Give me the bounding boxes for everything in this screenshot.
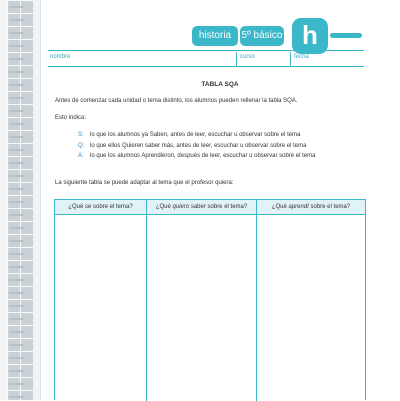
binding-grid (7, 0, 33, 400)
spiral-ring (9, 344, 25, 346)
table-header-want: ¿Qué quiero saber sobre el tema? (147, 200, 256, 215)
spiral-ring (9, 292, 25, 294)
table-header-known: ¿Qué se sobre el tema? (55, 200, 146, 215)
spiral-ring (9, 110, 25, 112)
spiral-ring (9, 396, 25, 398)
spiral-ring (9, 45, 25, 47)
table-intro: La siguiente tabla se puede adaptar al tema que el profesor quiera: (55, 180, 234, 186)
field-separator (236, 52, 237, 66)
spiral-ring (9, 58, 25, 60)
spiral-ring (9, 19, 25, 21)
spiral-ring (9, 123, 25, 125)
list-item (78, 143, 306, 149)
spiral-ring (9, 175, 25, 177)
spiral-ring (9, 214, 25, 216)
spiral-ring (9, 136, 25, 138)
date-label: fecha (294, 54, 309, 60)
spiral-ring (9, 6, 25, 8)
spiral-ring (9, 32, 25, 34)
spiral-ring (9, 149, 25, 151)
logo-h-icon: h (292, 18, 328, 54)
spiral-ring (9, 97, 25, 99)
spiral-ring (9, 370, 25, 372)
sqa-text: lo que los alumnos Aprendieron, después de leer, escuchar u observar sobre el tema (90, 153, 316, 159)
indicates-label: Esto indica: (55, 115, 87, 121)
spiral-ring (9, 240, 25, 242)
spiral-ring (9, 188, 25, 190)
course-label: curso (240, 54, 255, 60)
column-divider (256, 200, 257, 401)
spiral-ring (9, 305, 25, 307)
spiral-ring (9, 357, 25, 359)
spiral-ring (9, 162, 25, 164)
sqa-letter: A: (78, 153, 84, 159)
name-label: nombre (50, 54, 71, 60)
list-item (78, 132, 300, 138)
sqa-table (54, 199, 366, 400)
subject-badge: historia (192, 26, 238, 46)
spiral-ring (9, 201, 25, 203)
spiral-ring (9, 227, 25, 229)
spiral-ring (9, 71, 25, 73)
spiral-binding (0, 0, 41, 400)
field-row-top-line (48, 50, 364, 51)
spiral-ring (9, 331, 25, 333)
sqa-letter: S: (78, 132, 84, 138)
sqa-letter: Q: (78, 143, 85, 149)
spiral-ring (9, 253, 25, 255)
spiral-ring (9, 318, 25, 320)
sqa-text: lo que ellos Quieren saber más, antes de leer, escuchar u observar sobre el tema (90, 143, 307, 149)
spiral-ring (9, 266, 25, 268)
header-tail-decoration (330, 33, 362, 38)
grade-badge: 5º básico (240, 26, 284, 46)
document-title: TABLA SQA (201, 81, 239, 88)
list-item (78, 153, 315, 159)
table-header-learned: ¿Qué aprendí sobre el tema? (257, 200, 365, 215)
spiral-ring (9, 279, 25, 281)
column-divider (146, 200, 147, 401)
spiral-ring (9, 383, 25, 385)
student-info-row (48, 52, 364, 67)
header-bar (192, 20, 362, 50)
sqa-text: lo que los alumnos ya Saben, antes de leer, escuchar u observar sobre el tema (90, 132, 301, 138)
intro-paragraph: Antes de comenzar cada unidad o tema distinto, los alumnos pueden rellenar la tabla SQA. (55, 98, 298, 104)
field-separator (290, 52, 291, 66)
